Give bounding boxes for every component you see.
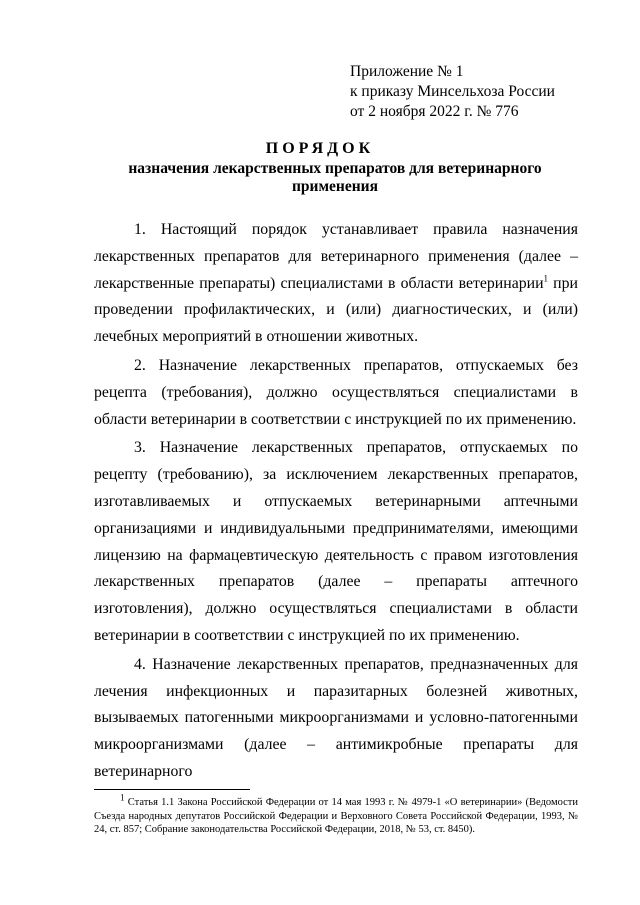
paragraph-1-text: 1. Настоящий порядок устанавливает правила назначения лекарственных препаратов для ветеринарного применения (далее – лекарственные препараты) специалистами в области ветеринарии — [94, 221, 578, 292]
footnote-separator — [94, 789, 250, 790]
appendix-number: Приложение № 1 — [350, 63, 464, 80]
footnote — [94, 792, 578, 837]
footnote-reference: 1 — [543, 273, 549, 284]
paragraph-2: 2. Назначение лекарственных препаратов, отпускаемых без рецепта (требования), должно осуществляться специалистами в области ветеринарии в соответствии с инструкцией по их применению. — [94, 356, 578, 428]
document-body — [94, 217, 578, 788]
order-reference: к приказу Минсельхоза России — [350, 83, 555, 100]
paragraph-3: 3. Назначение лекарственных препаратов, отпускаемых по рецепту (требованию), за исключением лекарственных препаратов, изготавливаемых и отпускаемых ветеринарными аптечными организациями и индивидуальными предпринимателями, имеющими лицензию на фармацевтическую деятельность с правом изготовления лекарственных препаратов (далее – препараты аптечного изготовления), должно осуществляться специалистами в области ветеринарии в соответствии с инструкцией по их применению. — [94, 439, 578, 644]
order-date-number: от 2 ноября 2022 г. № 776 — [350, 103, 519, 120]
paragraph-4: 4. Назначение лекарственных препаратов, предназначенных для лечения инфекционных и паразитарных болезней животных, вызываемых патогенными микроорганизмами и условно-патогенными микроорганизмами (далее – антимикробные препараты для ветеринарного — [94, 655, 578, 780]
document-subtitle: назначения лекарственных препаратов для ветеринарного применения — [128, 160, 542, 195]
footnote-text: Статья 1.1 Закона Российской Федерации от 14 мая 1993 г. № 4979-1 «О ветеринарии» (Ведомости Съезда народных депутатов Российской Федерации и Верховного Совета Российской Федерации, 1993, № 24, ст. 857; Собрание законодательства Российской Федерации, 2018, № 53, ст. 8450). — [94, 797, 578, 835]
paragraph-1-text-continued: при проведении профилактических, и (или) диагностических, и (или) лечебных мероприятий в отношении животных. — [94, 274, 578, 346]
appendix-header — [350, 62, 555, 122]
document-title: ПОРЯДОК — [265, 140, 375, 157]
footnote-marker: 1 — [120, 792, 125, 803]
paragraph-1 — [94, 217, 578, 351]
